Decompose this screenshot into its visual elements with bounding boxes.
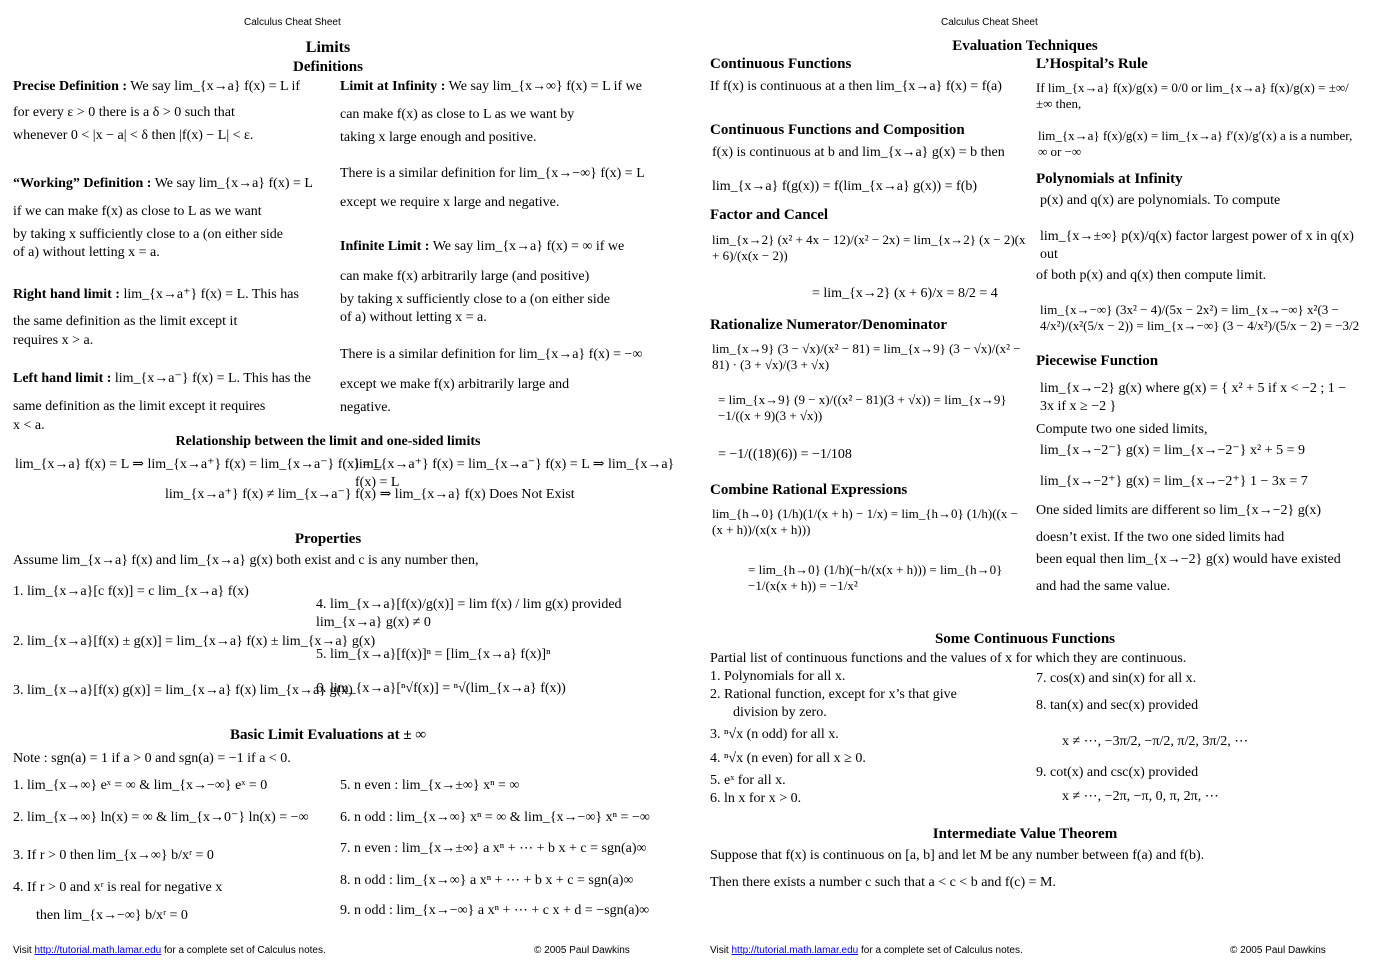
- infinity-line-4: There is a similar definition for lim_{x→−∞} f(x) = L: [340, 165, 645, 181]
- precise-definition-label: Precise Definition :: [13, 79, 128, 94]
- property-3: 3. lim_{x→a}[f(x) g(x)] = lim_{x→a} f(x) lim_{x→a} g(x): [13, 683, 353, 698]
- polynomials-line-2: lim_{x→±∞} p(x)/q(x) factor largest power of x in q(x) out: [1040, 229, 1354, 262]
- rationalize-line-1: lim_{x→9} (3 − √x)/(x² − 81) = lim_{x→9} (3 − √x)/(x² − 81) · (3 + √x)/(3 + √x): [712, 341, 1021, 373]
- footer-link[interactable]: http://tutorial.math.lamar.edu: [34, 945, 162, 956]
- piecewise-title: Piecewise Function: [1036, 353, 1159, 369]
- left-hand-line-2: same definition as the limit except it requires: [13, 398, 266, 414]
- basic-8: 8. n odd : lim_{x→∞} a xⁿ + ⋯ + b x + c = sgn(a)∞: [340, 873, 634, 888]
- relationship-line-2: lim_{x→a⁺} f(x) = lim_{x→a⁻} f(x) = L ⇒ lim_{x→a} f(x) = L: [355, 457, 675, 490]
- some-continuous-title: Some Continuous Functions: [934, 631, 1116, 647]
- working-line-1: We say lim_{x→a} f(x) = L: [154, 176, 313, 191]
- continuous-item-9b: x ≠ ⋯, −2π, −π, 0, π, 2π, ⋯: [1062, 789, 1219, 804]
- footer-text: for a complete set of Calculus notes.: [861, 945, 1023, 956]
- basic-note: Note : sgn(a) = 1 if a > 0 and sgn(a) = −1 if a < 0.: [13, 751, 291, 766]
- infinity-line-5: except we require x large and negative.: [340, 195, 560, 210]
- precise-line-1: We say lim_{x→a} f(x) = L if: [130, 79, 301, 94]
- piecewise-line-5: One sided limits are different so lim_{x→−2} g(x): [1036, 503, 1322, 518]
- basic-7: 7. n even : lim_{x→±∞} a xⁿ + ⋯ + b x + c = sgn(a)∞: [340, 841, 647, 856]
- continuous-functions-title: Continuous Functions: [710, 56, 852, 72]
- infinite-line-2: can make f(x) arbitrarily large (and positive): [340, 268, 590, 284]
- footer-visit: Visit: [13, 945, 32, 956]
- piecewise-line-2: Compute two one sided limits,: [1036, 422, 1208, 437]
- property-6: 6. lim_{x→a}[ⁿ√f(x)] = ⁿ√(lim_{x→a} f(x)): [316, 681, 566, 696]
- page-header: Calculus Cheat Sheet: [941, 17, 1038, 28]
- infinity-line-3: taking x large enough and positive.: [340, 130, 537, 145]
- left-hand-line-3: x < a.: [13, 418, 45, 433]
- precise-line-3: whenever 0 < |x − a| < δ then |f(x) − L| < ε.: [13, 128, 254, 143]
- basic-5: 5. n even : lim_{x→±∞} xⁿ = ∞: [340, 778, 520, 793]
- precise-line-2: for every ε > 0 there is a δ > 0 such that: [13, 104, 235, 120]
- working-definition-label: “Working” Definition :: [13, 176, 152, 191]
- left-hand-limit-block: [13, 370, 328, 435]
- continuous-item-6: 6. ln x for x > 0.: [710, 791, 802, 806]
- polynomials-infinity-title: Polynomials at Infinity: [1036, 171, 1183, 187]
- continuous-item-8b: x ≠ ⋯, −3π/2, −π/2, π/2, 3π/2, ⋯: [1062, 734, 1249, 749]
- footer-text: for a complete set of Calculus notes.: [164, 945, 326, 956]
- combine-line-1: lim_{h→0} (1/h)(1/(x + h) − 1/x) = lim_{h→0} (1/h)((x − (x + h))/(x(x + h))): [712, 506, 1018, 538]
- infinite-line-1: We say lim_{x→a} f(x) = ∞ if we: [432, 239, 625, 254]
- continuous-item-8a: 8. tan(x) and sec(x) provided: [1036, 698, 1199, 713]
- continuous-line-1: If f(x) is continuous at a then lim_{x→a} f(x) = f(a): [710, 79, 1002, 94]
- lhospital-title: L’Hospital’s Rule: [1036, 56, 1148, 72]
- continuous-item-5: 5. eˣ for all x.: [710, 773, 786, 788]
- subsection-title-definitions: Definitions: [292, 59, 363, 75]
- working-definition-block: [13, 175, 328, 261]
- continuous-item-7: 7. cos(x) and sin(x) for all x.: [1036, 671, 1197, 686]
- continuous-item-2a: 2. Rational function, except for x’s that give: [710, 687, 957, 702]
- right-page: [698, 0, 1378, 971]
- right-hand-line-2: the same definition as the limit except it: [13, 313, 238, 329]
- infinite-line-3: by taking x sufficiently close to a (on either side: [340, 292, 610, 307]
- right-hand-limit-block: [13, 286, 328, 350]
- piecewise-line-4: lim_{x→−2⁺} g(x) = lim_{x→−2⁺} 1 − 3x = 7: [1040, 474, 1308, 489]
- combine-rational-title: Combine Rational Expressions: [710, 482, 908, 498]
- factor-line-2: = lim_{x→2} (x + 6)/x = 8/2 = 4: [812, 286, 998, 301]
- page-header: Calculus Cheat Sheet: [244, 17, 341, 28]
- basic-4b: then lim_{x→−∞} b/xʳ = 0: [36, 908, 188, 923]
- left-hand-line-1: lim_{x→a⁻} f(x) = L. This has the: [114, 371, 311, 386]
- infinite-line-4: of a) without letting x = a.: [340, 309, 487, 325]
- factor-cancel-title: Factor and Cancel: [710, 207, 829, 223]
- combine-line-2: = lim_{h→0} (1/h)(−h/(x(x + h))) = lim_{h→0} −1/(x(x + h)) = −1/x²: [748, 562, 1003, 594]
- ivt-title: Intermediate Value Theorem: [932, 826, 1118, 842]
- limit-at-infinity-label: Limit at Infinity :: [340, 79, 446, 94]
- lhospital-line-1: If lim_{x→a} f(x)/g(x) = 0/0 or lim_{x→a} f(x)/g(x) = ±∞/±∞ then,: [1036, 80, 1349, 112]
- composition-line-1: f(x) is continuous at b and lim_{x→a} g(x) = b then: [712, 145, 1005, 160]
- infinite-line-5: There is a similar definition for lim_{x→a} f(x) = −∞: [340, 347, 643, 362]
- infinity-line-1: We say lim_{x→∞} f(x) = L if we: [448, 79, 642, 94]
- some-continuous-intro: Partial list of continuous functions and the values of x for which they are continuous.: [710, 651, 1187, 666]
- piecewise-line-6: doesn’t exist. If the two one sided limits had: [1036, 530, 1285, 545]
- rationalize-line-3: = −1/((18)(6)) = −1/108: [718, 447, 852, 462]
- page-footer: [13, 945, 326, 958]
- footer-visit: Visit: [710, 945, 729, 956]
- basic-2: 2. lim_{x→∞} ln(x) = ∞ & lim_{x→0⁻} ln(x) = −∞: [13, 810, 309, 825]
- basic-9: 9. n odd : lim_{x→−∞} a xⁿ + ⋯ + c x + d = −sgn(a)∞: [340, 903, 650, 918]
- right-hand-limit-label: Right hand limit :: [13, 287, 120, 302]
- continuous-item-1: 1. Polynomials for all x.: [710, 669, 846, 684]
- property-2: 2. lim_{x→a}[f(x) ± g(x)] = lim_{x→a} f(x) ± lim_{x→a} g(x): [13, 634, 376, 649]
- footer-copyright: © 2005 Paul Dawkins: [534, 945, 630, 956]
- composition-title: Continuous Functions and Composition: [710, 122, 965, 138]
- section-title-limits: Limits: [305, 39, 351, 56]
- page-footer: [710, 945, 1023, 958]
- left-hand-limit-label: Left hand limit :: [13, 371, 112, 386]
- basic-3: 3. If r > 0 then lim_{x→∞} b/xʳ = 0: [13, 848, 214, 863]
- ivt-line-2: Then there exists a number c such that a < c < b and f(c) = M.: [710, 875, 1056, 890]
- infinite-limit-label: Infinite Limit :: [340, 239, 430, 254]
- footer-link[interactable]: http://tutorial.math.lamar.edu: [731, 945, 859, 956]
- working-line-3: by taking x sufficiently close to a (on either side: [13, 227, 283, 242]
- polynomials-line-4: lim_{x→−∞} (3x² − 4)/(5x − 2x²) = lim_{x→−∞} x²(3 − 4/x²)/(x²(5/x − 2)) = lim_{x→−∞} (3 − 4/x²)/(5/x − 2) = −3/2: [1040, 302, 1360, 334]
- precise-definition-block: [13, 78, 328, 145]
- working-line-4: of a) without letting x = a.: [13, 244, 160, 260]
- properties-intro: Assume lim_{x→a} f(x) and lim_{x→a} g(x) both exist and c is any number then,: [13, 553, 479, 568]
- properties-title: Properties: [294, 531, 362, 547]
- limit-at-infinity-block: [340, 78, 670, 212]
- piecewise-line-8: and had the same value.: [1036, 579, 1171, 594]
- continuous-item-2b: division by zero.: [733, 705, 827, 720]
- infinity-line-2: can make f(x) as close to L as we want by: [340, 106, 575, 122]
- relationship-line-3: lim_{x→a⁺} f(x) ≠ lim_{x→a⁻} f(x) ⇒ lim_{x→a} f(x) Does Not Exist: [165, 487, 575, 502]
- ivt-line-1: Suppose that f(x) is continuous on [a, b] and let M be any number between f(a) and f(b).: [710, 848, 1205, 863]
- basic-6: 6. n odd : lim_{x→∞} xⁿ = ∞ & lim_{x→−∞} xⁿ = −∞: [340, 810, 650, 825]
- right-hand-line-3: requires x > a.: [13, 333, 94, 348]
- left-page: [0, 0, 680, 971]
- footer-copyright: © 2005 Paul Dawkins: [1230, 945, 1326, 956]
- basic-4a: 4. If r > 0 and xʳ is real for negative x: [13, 880, 223, 895]
- piecewise-line-3: lim_{x→−2⁻} g(x) = lim_{x→−2⁻} x² + 5 = 9: [1040, 443, 1305, 458]
- polynomials-line-1: p(x) and q(x) are polynomials. To compute: [1040, 193, 1281, 208]
- continuous-item-3: 3. ⁿ√x (n odd) for all x.: [710, 727, 839, 742]
- composition-line-2: lim_{x→a} f(g(x)) = f(lim_{x→a} g(x)) = f(b): [712, 179, 978, 194]
- piecewise-line-7: been equal then lim_{x→−2} g(x) would have existed: [1036, 552, 1341, 567]
- property-4: 4. lim_{x→a}[f(x)/g(x)] = lim f(x) / lim g(x) provided lim_{x→a} g(x) ≠ 0: [316, 597, 622, 630]
- infinite-line-7: negative.: [340, 400, 391, 415]
- working-line-2: if we can make f(x) as close to L as we want: [13, 203, 262, 219]
- polynomials-line-3: of both p(x) and q(x) then compute limit.: [1036, 268, 1267, 283]
- section-title-evaluation: Evaluation Techniques: [952, 38, 1098, 54]
- basic-1: 1. lim_{x→∞} eˣ = ∞ & lim_{x→−∞} eˣ = 0: [13, 778, 268, 793]
- right-hand-line-1: lim_{x→a⁺} f(x) = L. This has: [123, 287, 299, 302]
- basic-evaluations-title: Basic Limit Evaluations at ± ∞: [229, 727, 427, 743]
- factor-line-1: lim_{x→2} (x² + 4x − 12)/(x² − 2x) = lim_{x→2} (x − 2)(x + 6)/(x(x − 2)): [712, 232, 1026, 264]
- piecewise-line-1: lim_{x→−2} g(x) where g(x) = { x² + 5 if x < −2 ; 1 − 3x if x ≥ −2 }: [1040, 381, 1347, 414]
- infinite-limit-block: [340, 238, 670, 417]
- property-5: 5. lim_{x→a}[f(x)]ⁿ = [lim_{x→a} f(x)]ⁿ: [316, 647, 551, 662]
- relationship-title: Relationship between the limit and one-sided limits: [175, 434, 481, 449]
- continuous-item-4: 4. ⁿ√x (n even) for all x ≥ 0.: [710, 751, 866, 766]
- rationalize-line-2: = lim_{x→9} (9 − x)/((x² − 81)(3 + √x)) = lim_{x→9} −1/((x + 9)(3 + √x)): [718, 392, 1007, 424]
- continuous-item-9a: 9. cot(x) and csc(x) provided: [1036, 765, 1199, 780]
- relationship-line-1: lim_{x→a} f(x) = L ⇒ lim_{x→a⁺} f(x) = lim_{x→a⁻} f(x) = L: [15, 457, 383, 472]
- lhospital-line-2: lim_{x→a} f(x)/g(x) = lim_{x→a} f′(x)/g′(x) a is a number, ∞ or −∞: [1038, 128, 1353, 160]
- property-1: 1. lim_{x→a}[c f(x)] = c lim_{x→a} f(x): [13, 584, 249, 599]
- rationalize-title: Rationalize Numerator/Denominator: [710, 317, 948, 333]
- infinite-line-6: except we make f(x) arbitrarily large and: [340, 376, 570, 392]
